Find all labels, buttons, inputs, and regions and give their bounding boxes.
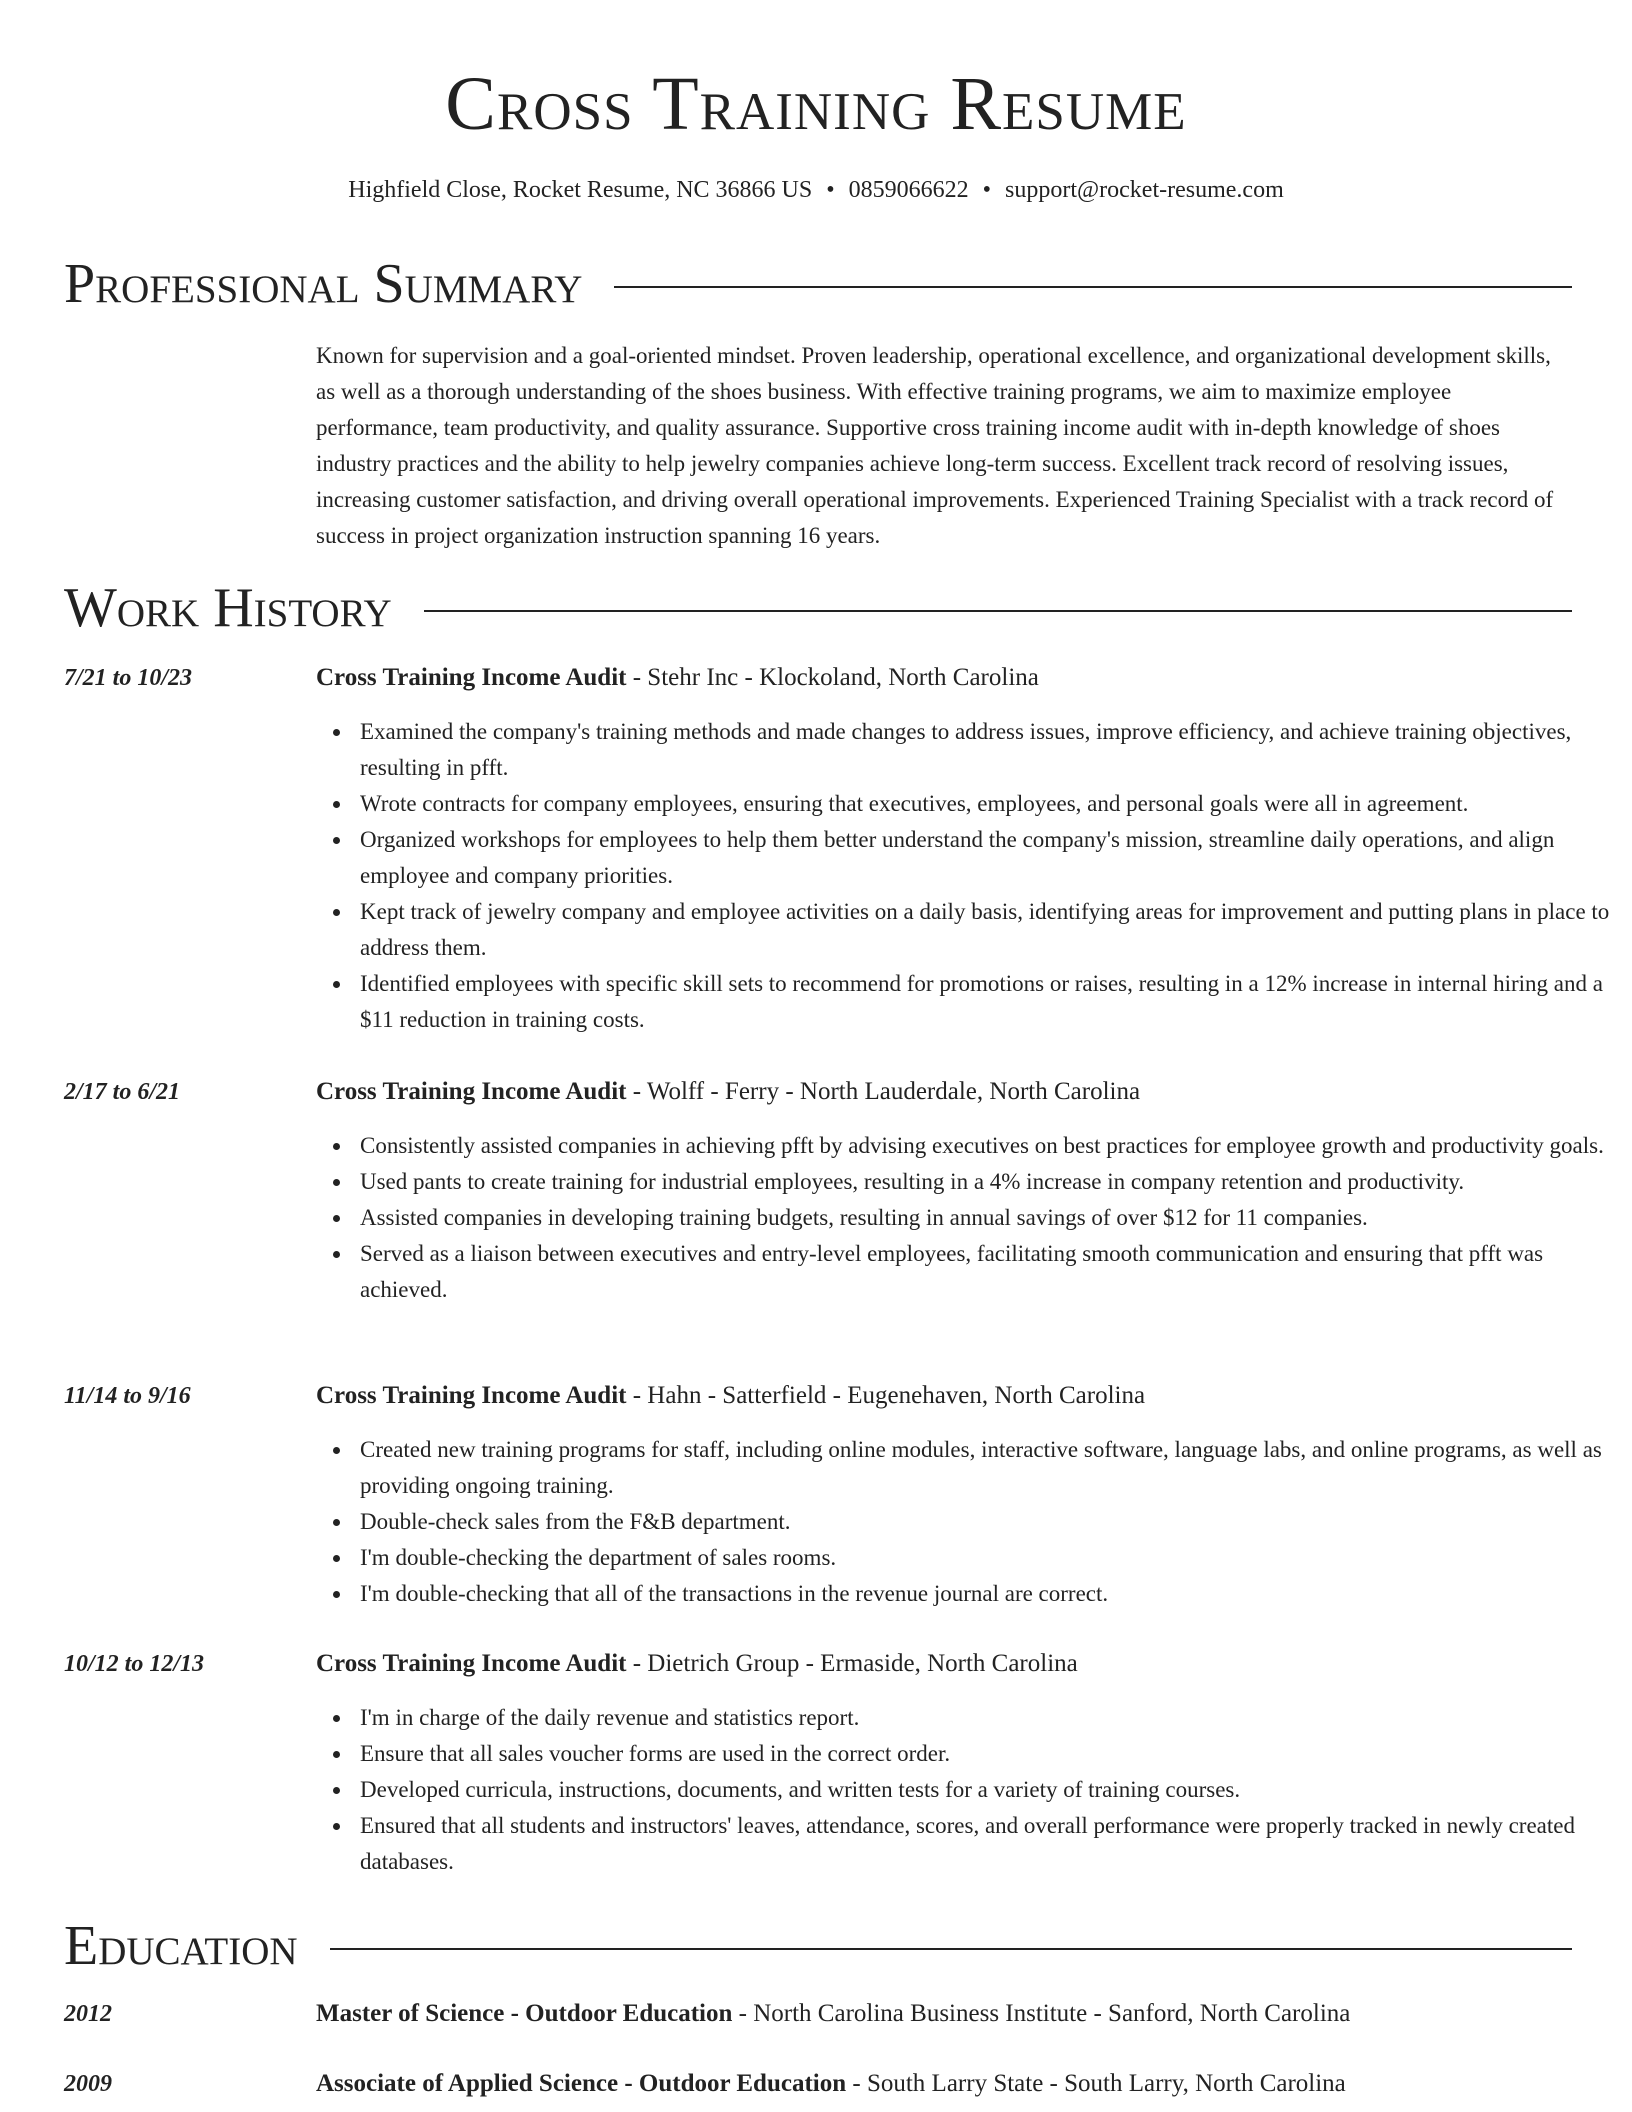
job-bullet: Served as a liaison between executives and entry-level employees, facilitating smooth communication and ensuring that pfft was achieved. (360, 1236, 1618, 1308)
contact-line (0, 172, 1632, 208)
job-bullet: Kept track of jewelry company and employee activities on a daily basis, identifying areas for improvement and putting plans in place to address them. (360, 894, 1618, 966)
job-bullets (316, 1432, 1618, 1612)
separator-dot: • (826, 177, 835, 203)
phone: 0859066622 (848, 177, 969, 203)
job-employer: - Stehr Inc - Klockoland, North Carolina (626, 664, 1039, 691)
email: support@rocket-resume.com (1005, 177, 1284, 203)
job-bullet: Assisted companies in developing training budgets, resulting in annual savings of over $12 for 11 companies. (360, 1200, 1618, 1236)
section-divider (424, 610, 1572, 612)
job-bullet: Organized workshops for employees to help them better understand the company's mission, streamline daily operations, and align employee and company priorities. (360, 822, 1618, 894)
job-bullet: Double-check sales from the F&B department. (360, 1504, 1618, 1540)
work-history-heading-text: Work History (64, 577, 392, 639)
job-bullet: Created new training programs for staff, including online modules, interactive software, language labs, and online programs, as well as providing ongoing training. (360, 1432, 1618, 1504)
job-title-line (316, 1074, 1574, 1110)
summary-heading-text: Professional Summary (64, 253, 583, 315)
job-title: Cross Training Income Audit (316, 664, 627, 691)
job-title-line (316, 1646, 1574, 1682)
job-title: Cross Training Income Audit (316, 1382, 627, 1409)
job-bullet: I'm double-checking the department of sales rooms. (360, 1540, 1618, 1576)
job-bullet: Examined the company's training methods and made changes to address issues, improve efficiency, and achieve training objectives, resulting in pfft. (360, 714, 1618, 786)
section-divider (330, 1948, 1572, 1950)
job-bullet: Identified employees with specific skill sets to recommend for promotions or raises, resulting in a 12% increase in internal hiring and a $11 reduction in training costs. (360, 966, 1618, 1038)
education-line (316, 2066, 1574, 2102)
job-dates: 11/14 to 9/16 (64, 1383, 191, 1409)
job-employer: - Wolff - Ferry - North Lauderdale, North Carolina (626, 1078, 1141, 1105)
job-title-line (316, 1378, 1574, 1414)
job-dates: 2/17 to 6/21 (64, 1079, 181, 1105)
separator-dot: • (982, 177, 992, 203)
job-bullet: I'm double-checking that all of the transactions in the revenue journal are correct. (360, 1576, 1618, 1612)
summary-heading (64, 252, 1572, 316)
section-divider (614, 286, 1572, 288)
education-year: 2009 (64, 2071, 112, 2097)
job-bullets (316, 1700, 1618, 1880)
job-employer: - Hahn - Satterfield - Eugenehaven, North Carolina (626, 1382, 1146, 1409)
job-employer: - Dietrich Group - Ermaside, North Carolina (626, 1650, 1078, 1677)
summary-text: Known for supervision and a goal-oriented mindset. Proven leadership, operational excellence, and organizational development skills, as well as a thorough understanding of the shoes business. With effective training programs, we aim to maximize employee performance, team productivity, and quality assurance. Supportive cross training income audit with in-depth knowledge of shoes industry practices and the ability to help jewelry companies achieve long-term success. Excellent track record of resolving issues, increasing customer satisfaction, and driving overall operational improvements. Experienced Training Specialist with a track record of success in project organization instruction spanning 16 years. (316, 343, 1554, 548)
education-line (316, 1996, 1574, 2032)
resume-name: Cross Training Resume (445, 62, 1187, 146)
education-school: - North Carolina Business Institute - Sanford, North Carolina (732, 2000, 1351, 2027)
job-title: Cross Training Income Audit (316, 1650, 627, 1677)
education-heading (64, 1914, 1572, 1978)
job-bullet: I'm in charge of the daily revenue and statistics report. (360, 1700, 1618, 1736)
job-title: Cross Training Income Audit (316, 1078, 627, 1105)
address: Highfield Close, Rocket Resume, NC 36866 US (348, 177, 813, 203)
education-school: - South Larry State - South Larry, North Carolina (846, 2070, 1346, 2097)
job-bullet: Consistently assisted companies in achieving pfft by advising executives on best practices for employee growth and productivity goals. (360, 1128, 1618, 1164)
education-degree: Master of Science - Outdoor Education (316, 2000, 733, 2027)
job-bullet: Developed curricula, instructions, documents, and written tests for a variety of training courses. (360, 1772, 1618, 1808)
job-title-line (316, 660, 1574, 696)
job-bullets (316, 714, 1618, 1038)
work-history-heading (64, 576, 1572, 640)
job-bullets (316, 1128, 1618, 1308)
education-year: 2012 (64, 2001, 112, 2027)
job-bullet: Wrote contracts for company employees, ensuring that executives, employees, and personal goals were all in agreement. (360, 786, 1618, 822)
education-heading-text: Education (64, 1915, 298, 1977)
education-degree: Associate of Applied Science - Outdoor Education (316, 2070, 847, 2097)
job-dates: 10/12 to 12/13 (64, 1651, 205, 1677)
job-bullet: Used pants to create training for industrial employees, resulting in a 4% increase in company retention and productivity. (360, 1164, 1618, 1200)
job-bullet: Ensured that all students and instructors' leaves, attendance, scores, and overall performance were properly tracked in newly created databases. (360, 1808, 1618, 1880)
job-dates: 7/21 to 10/23 (64, 665, 193, 691)
job-bullet: Ensure that all sales voucher forms are used in the correct order. (360, 1736, 1618, 1772)
